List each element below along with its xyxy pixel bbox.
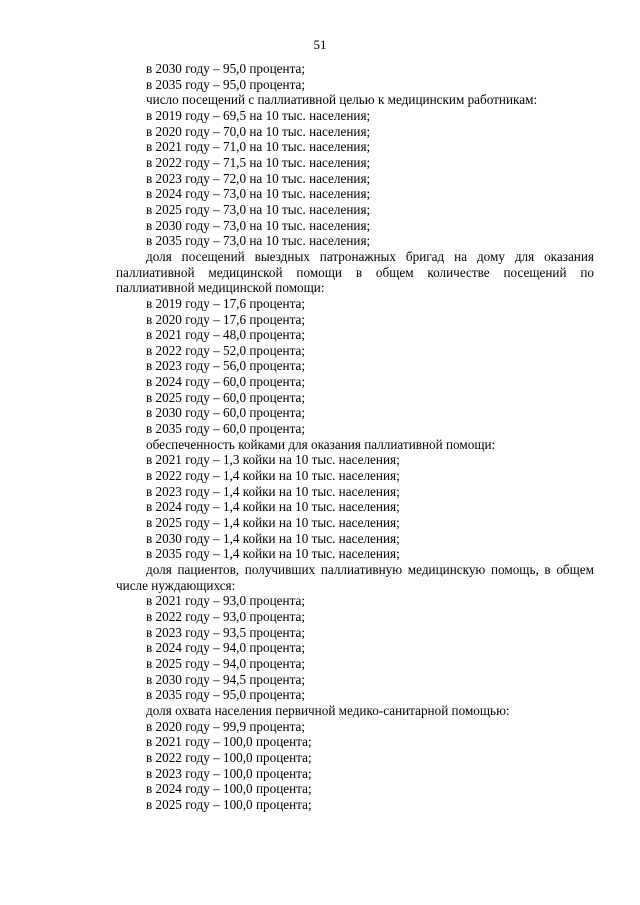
list-item: в 2023 году – 100,0 процента; [146, 765, 312, 781]
list-item: в 2024 году – 94,0 процента; [146, 640, 306, 656]
indicator-heading: число посещений с паллиативной целью к медицинским работникам: [146, 92, 538, 108]
list-item: в 2021 году – 71,0 на 10 тыс. населения; [146, 139, 371, 155]
list-item: в 2024 году – 60,0 процента; [146, 374, 306, 390]
paragraph-text: доля пациентов, получивших паллиативную медицинскую помощь, в общем числе нуждающихся: [116, 562, 594, 593]
indicator-heading: доля охвата населения первичной медико-санитарной помощью: [146, 702, 510, 718]
list-item: в 2022 году – 1,4 койки на 10 тыс. населения; [146, 468, 400, 484]
list-item: в 2030 году – 94,5 процента; [146, 671, 306, 687]
list-item: в 2023 году – 72,0 на 10 тыс. населения; [146, 170, 371, 186]
list-item: в 2021 году – 100,0 процента; [146, 734, 312, 750]
list-item: в 2022 году – 52,0 процента; [146, 342, 306, 358]
indicator-heading: обеспеченность койками для оказания паллиативной помощи: [146, 436, 496, 452]
list-item: в 2024 году – 1,4 койки на 10 тыс. населения; [146, 499, 400, 515]
paragraph-text: доля посещений выездных патронажных бригад на дому для оказания паллиативной медицинской помощи в общем количестве посещений по паллиативной медицинской помощи: [116, 248, 594, 296]
list-item: в 2025 году – 94,0 процента; [146, 655, 306, 671]
list-item: в 2025 году – 60,0 процента; [146, 389, 306, 405]
page-number: 51 [313, 37, 327, 52]
list-item: в 2019 году – 17,6 процента; [146, 295, 306, 311]
list-item: в 2021 году – 48,0 процента; [146, 327, 306, 343]
list-item: в 2030 году – 73,0 на 10 тыс. населения; [146, 217, 371, 233]
list-item: в 2025 году – 73,0 на 10 тыс. населения; [146, 201, 371, 217]
list-item: в 2030 году – 60,0 процента; [146, 405, 306, 421]
list-item: в 2025 году – 1,4 койки на 10 тыс. населения; [146, 515, 400, 531]
list-item: в 2030 году – 95,0 процента; [146, 61, 306, 76]
list-item: в 2025 году – 100,0 процента; [146, 796, 312, 812]
list-item: в 2035 году – 1,4 койки на 10 тыс. населения; [146, 546, 400, 562]
list-item: в 2023 году – 93,5 процента; [146, 624, 306, 640]
list-item: в 2020 году – 17,6 процента; [146, 311, 306, 327]
list-item: в 2022 году – 93,0 процента; [146, 608, 306, 624]
list-item: в 2021 году – 93,0 процента; [146, 593, 306, 609]
list-item: в 2020 году – 99,9 процента; [146, 718, 306, 734]
list-item: в 2035 году – 95,0 процента; [146, 687, 306, 703]
list-item: в 2024 году – 73,0 на 10 тыс. населения; [146, 186, 371, 202]
list-item: в 2021 году – 1,3 койки на 10 тыс. населения; [146, 452, 400, 468]
list-item: в 2022 году – 71,5 на 10 тыс. населения; [146, 154, 371, 170]
list-item: в 2035 году – 60,0 процента; [146, 421, 306, 437]
list-item: в 2035 году – 73,0 на 10 тыс. населения; [146, 233, 371, 249]
list-item: в 2020 году – 70,0 на 10 тыс. населения; [146, 123, 371, 139]
list-item: в 2023 году – 1,4 койки на 10 тыс. населения; [146, 483, 400, 499]
list-item: в 2023 году – 56,0 процента; [146, 358, 306, 374]
list-item: в 2019 году – 69,5 на 10 тыс. населения; [146, 107, 371, 123]
document-body [116, 61, 594, 813]
list-item: в 2022 году – 100,0 процента; [146, 749, 312, 765]
list-item: в 2024 году – 100,0 процента; [146, 781, 312, 797]
list-item: в 2035 году – 95,0 процента; [146, 76, 306, 92]
list-item: в 2030 году – 1,4 койки на 10 тыс. населения; [146, 530, 400, 546]
